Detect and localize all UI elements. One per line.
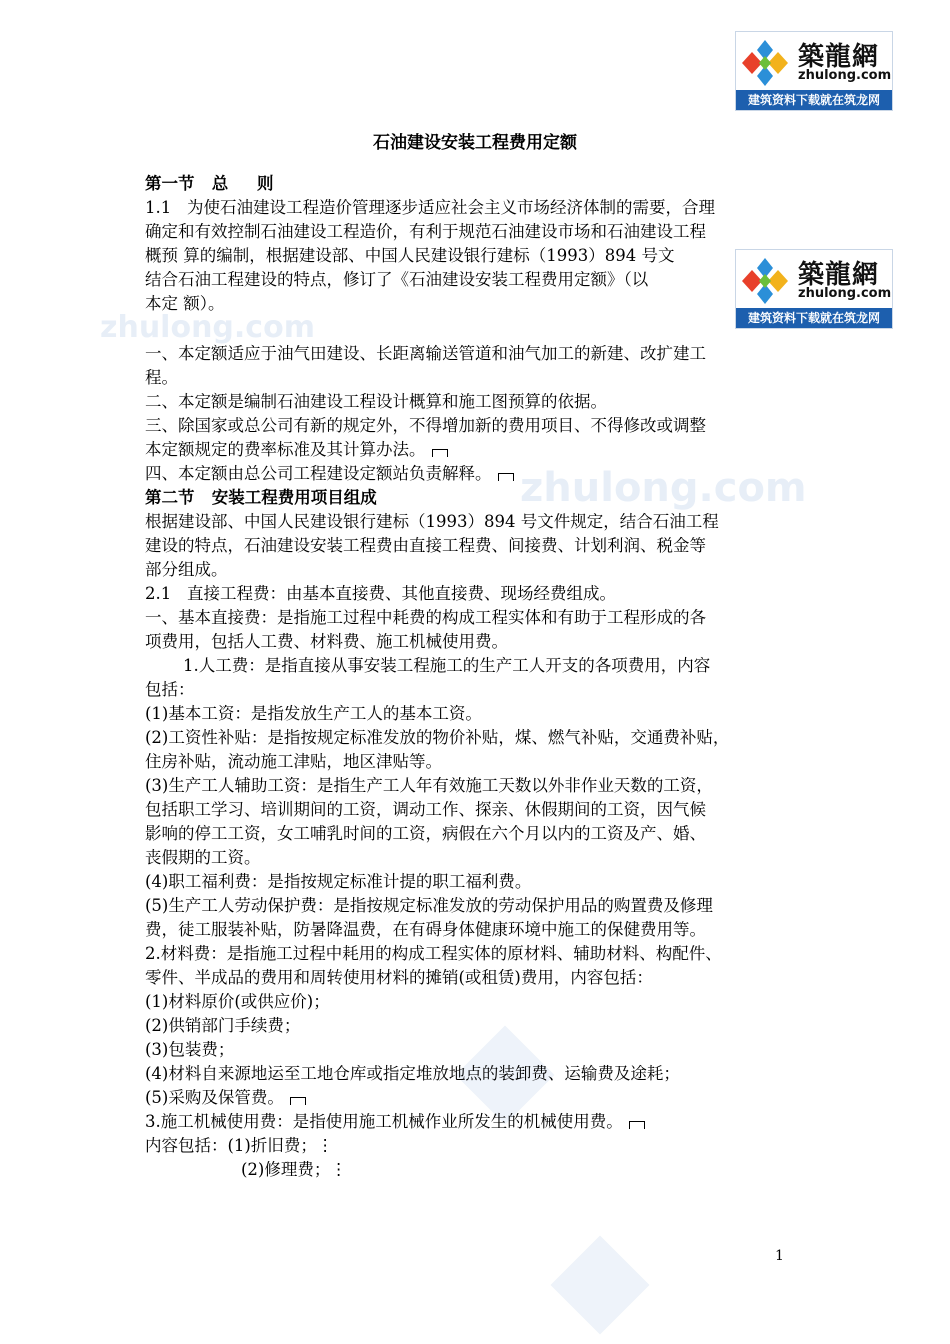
paragraph-line <box>145 438 825 462</box>
paragraph-line <box>145 462 825 486</box>
watermark-logo <box>551 1236 650 1335</box>
paragraph-line: (4)材料自来源地运至工地仓库或指定堆放地点的装卸费、运输费及途耗； <box>145 1064 680 1083</box>
paragraph-line: 丧假期的工资。 <box>145 848 261 867</box>
paragraph-line <box>145 1110 825 1134</box>
paragraph-line: 三、除国家或总公司有新的规定外，不得增加新的费用项目、不得修改或调整 <box>145 416 706 435</box>
paragraph-text: 本定额规定的费率标准及其计算办法。 <box>145 440 426 459</box>
paragraph-line: 内容包括：(1)折旧费；⋮ <box>145 1136 334 1155</box>
paragraph-line: (3)生产工人辅助工资：是指生产工人年有效施工天数以外非作业天数的工资， <box>145 776 713 795</box>
paragraph-text: 四、本定额由总公司工程建设定额站负责解释。 <box>145 464 492 483</box>
paragraph-line: 2.材料费：是指施工过程中耗用的构成工程实体的原材料、辅助材料、构配件、 <box>145 944 722 963</box>
paragraph-line: 本定 额）。 <box>145 294 225 313</box>
paragraph-line: 住房补贴，流动施工津贴，地区津贴等。 <box>145 752 442 771</box>
paragraph-line: 根据建设部、中国人民建设银行建标（1993）894 号文件规定，结合石油工程 <box>145 512 719 531</box>
paragraph-line: (2)修理费；⋮ <box>241 1160 347 1179</box>
paragraph-line: 结合石油工程建设的特点，修订了《石油建设安装工程费用定额》（以 <box>145 270 649 289</box>
paragraph-line: 包括： <box>145 680 195 699</box>
logo-domain: zhulong.com <box>798 286 892 301</box>
logo-slogan: 建筑资料下载就在筑龙网 <box>736 308 892 328</box>
logo-domain: zhulong.com <box>798 68 892 83</box>
paragraph-line: 零件、半成品的费用和周转使用材料的摊销(或租赁)费用，内容包括： <box>145 968 653 987</box>
paragraph-line: (5)生产工人劳动保护费：是指按规定标准发放的劳动保护用品的购置费及修理 <box>145 896 713 915</box>
logo-name: 築龍網 <box>798 42 880 72</box>
paragraph-line: 二、本定额是编制石油建设工程设计概算和施工图预算的依据。 <box>145 392 607 411</box>
paragraph-mark-icon <box>629 1121 645 1129</box>
paragraph-line: 费，徒工服装补贴，防暑降温费，在有碍身体健康环境中施工的保健费用等。 <box>145 920 706 939</box>
paragraph-mark-icon <box>290 1097 306 1105</box>
paragraph-mark-icon <box>432 449 448 457</box>
document-body <box>145 172 825 1182</box>
watermark-text: zhulong.com <box>520 465 807 511</box>
logo-name: 築龍網 <box>798 260 880 290</box>
section-heading: 第一节 总 则 <box>145 174 274 193</box>
zhulong-emblem-icon <box>740 38 790 88</box>
logo-slogan: 建筑资料下载就在筑龙网 <box>736 90 892 110</box>
paragraph-line: 影响的停工工资，女工哺乳时间的工资，病假在六个月以内的工资及产、婚、 <box>145 824 706 843</box>
section-heading: 第二节 安装工程费用项目组成 <box>145 488 377 507</box>
paragraph-line: 一、基本直接费：是指施工过程中耗费的构成工程实体和有助于工程形成的各 <box>145 608 706 627</box>
paragraph-line: (4)职工福利费：是指按规定标准计提的职工福利费。 <box>145 872 532 891</box>
paragraph-line: (1)基本工资：是指发放生产工人的基本工资。 <box>145 704 482 723</box>
zhulong-logo <box>735 31 893 111</box>
paragraph-line: 包括职工学习、培训期间的工资，调动工作、探亲、休假期间的工资，因气候 <box>145 800 706 819</box>
paragraph-line: (2)工资性补贴：是指按规定标准发放的物价补贴，煤、燃气补贴，交通费补贴， <box>145 728 730 747</box>
paragraph-line: 一、本定额适应于油气田建设、长距离输送管道和油气加工的新建、改扩建工 <box>145 344 706 363</box>
paragraph-line: 项费用，包括人工费、材料费、施工机械使用费。 <box>145 632 508 651</box>
paragraph-mark-icon <box>498 473 514 481</box>
paragraph-line: (3)包装费； <box>145 1040 235 1059</box>
paragraph-text: 3.施工机械使用费：是指使用施工机械作业所发生的机械使用费。 <box>145 1112 623 1131</box>
paragraph-line: 概预 算的编制，根据建设部、中国人民建设银行建标（1993）894 号文 <box>145 246 675 265</box>
paragraph-line: 确定和有效控制石油建设工程造价，有利于规范石油建设市场和石油建设工程 <box>145 222 706 241</box>
paragraph-line: 1.1 为使石油建设工程造价管理逐步适应社会主义市场经济体制的需要，合理 <box>145 198 715 217</box>
paragraph-line: 程。 <box>145 368 178 387</box>
paragraph-line: 2.1 直接工程费：由基本直接费、其他直接费、现场经费组成。 <box>145 584 616 603</box>
paragraph-line <box>145 1086 825 1110</box>
paragraph-line: (1)材料原价(或供应价)； <box>145 992 330 1011</box>
paragraph-line: 1.人工费：是指直接从事安装工程施工的生产工人开支的各项费用，内容 <box>183 656 711 675</box>
paragraph-line: 建设的特点，石油建设安装工程费由直接工程费、间接费、计划利润、税金等 <box>145 536 706 555</box>
paragraph-line: 部分组成。 <box>145 560 228 579</box>
document-title: 石油建设安装工程费用定额 <box>373 133 577 153</box>
watermark-text: zhulong.com <box>100 310 315 345</box>
page-number: 1 <box>775 1248 784 1264</box>
paragraph-line: (2)供销部门手续费； <box>145 1016 301 1035</box>
paragraph-text: (5)采购及保管费。 <box>145 1088 284 1107</box>
